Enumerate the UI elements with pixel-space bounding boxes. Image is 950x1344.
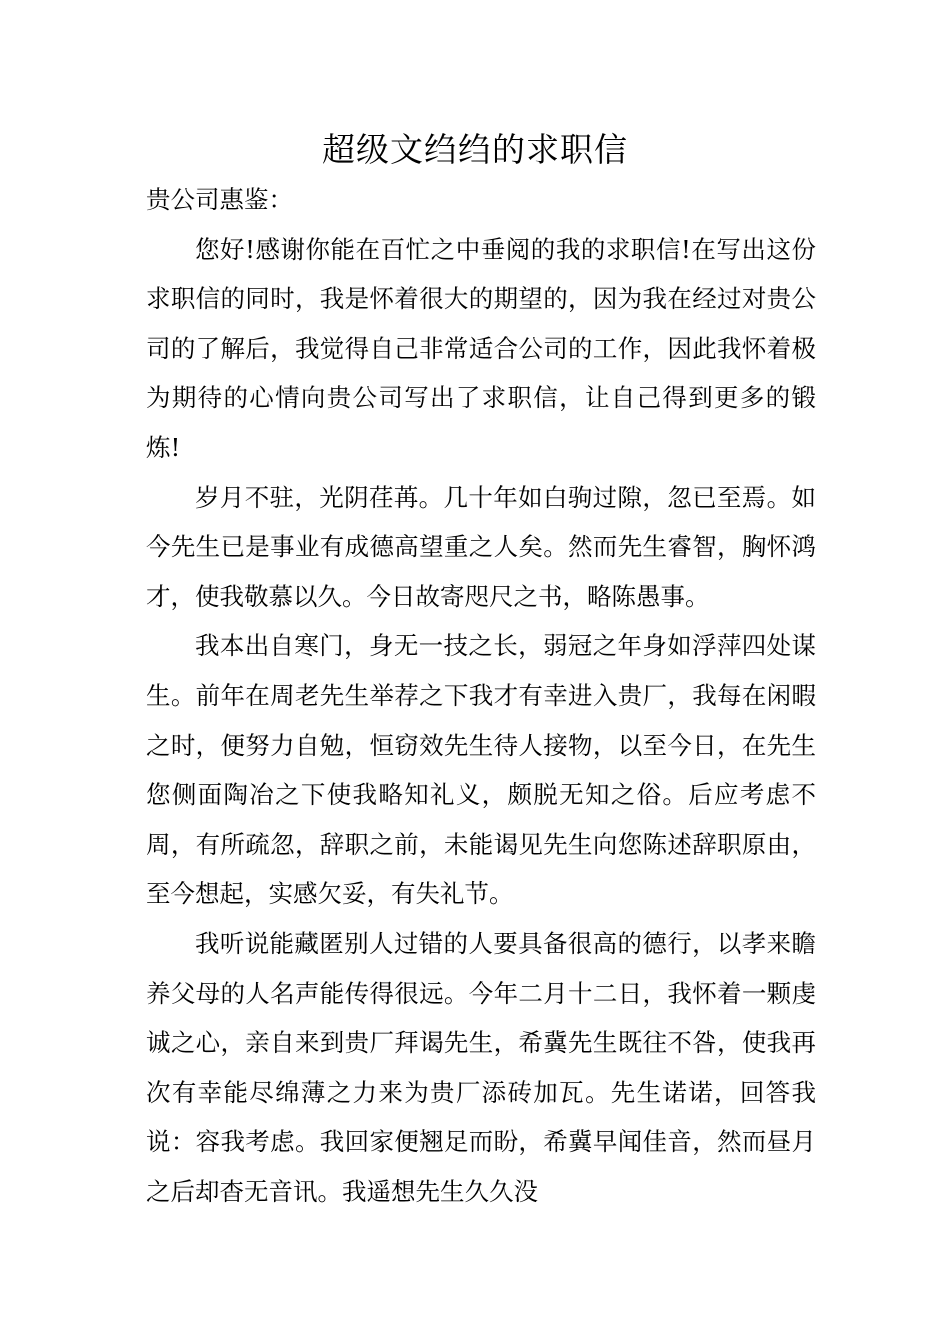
paragraph-3: 我本出自寒门，身无一技之长，弱冠之年身如浮萍四处谋生。前年在周老先生举荐之下我才有幸进入贵厂，我每在闲暇之时，便努力自勉，恒窃效先生待人接物，以至今日，在先生您侧面陶冶之下使我略知礼义，颇脱无知之俗。后应考虑不周，有所疏忽，辞职之前，未能谒见先生向您陈述辞职原由，至今想起，实感欠妥，有失礼节。 [146,631,816,909]
document-title: 超级文绉绉的求职信 [322,130,628,169]
paragraph-2: 岁月不驻，光阴荏苒。几十年如白驹过隙，忽已至焉。如今先生已是事业有成德高望重之人矣。然而先生睿智，胸怀鸿才，使我敬慕以久。今日故寄咫尺之书，略陈愚事。 [146,482,816,611]
salutation: 贵公司惠鉴： [146,185,293,214]
document-body [146,175,816,1216]
paragraph-4: 我听说能藏匿别人过错的人要具备很高的德行，以孝来瞻养父母的人名声能传得很远。今年二月十二日，我怀着一颗虔诚之心，亲自来到贵厂拜谒先生，希冀先生既往不咎，使我再次有幸能尽绵薄之力来为贵厂添砖加瓦。先生诺诺，回答我说：容我考虑。我回家便翘足而盼，希冀早闻佳音，然而昼月之后却杳无音讯。我遥想先生久久没 [146,928,816,1206]
paragraph-1: 您好!感谢你能在百忙之中垂阅的我的求职信!在写出这份求职信的同时，我是怀着很大的期望的，因为我在经过对贵公司的了解后，我觉得自己非常适合公司的工作，因此我怀着极为期待的心情向贵公司写出了求职信，让自己得到更多的锻炼! [146,234,816,462]
